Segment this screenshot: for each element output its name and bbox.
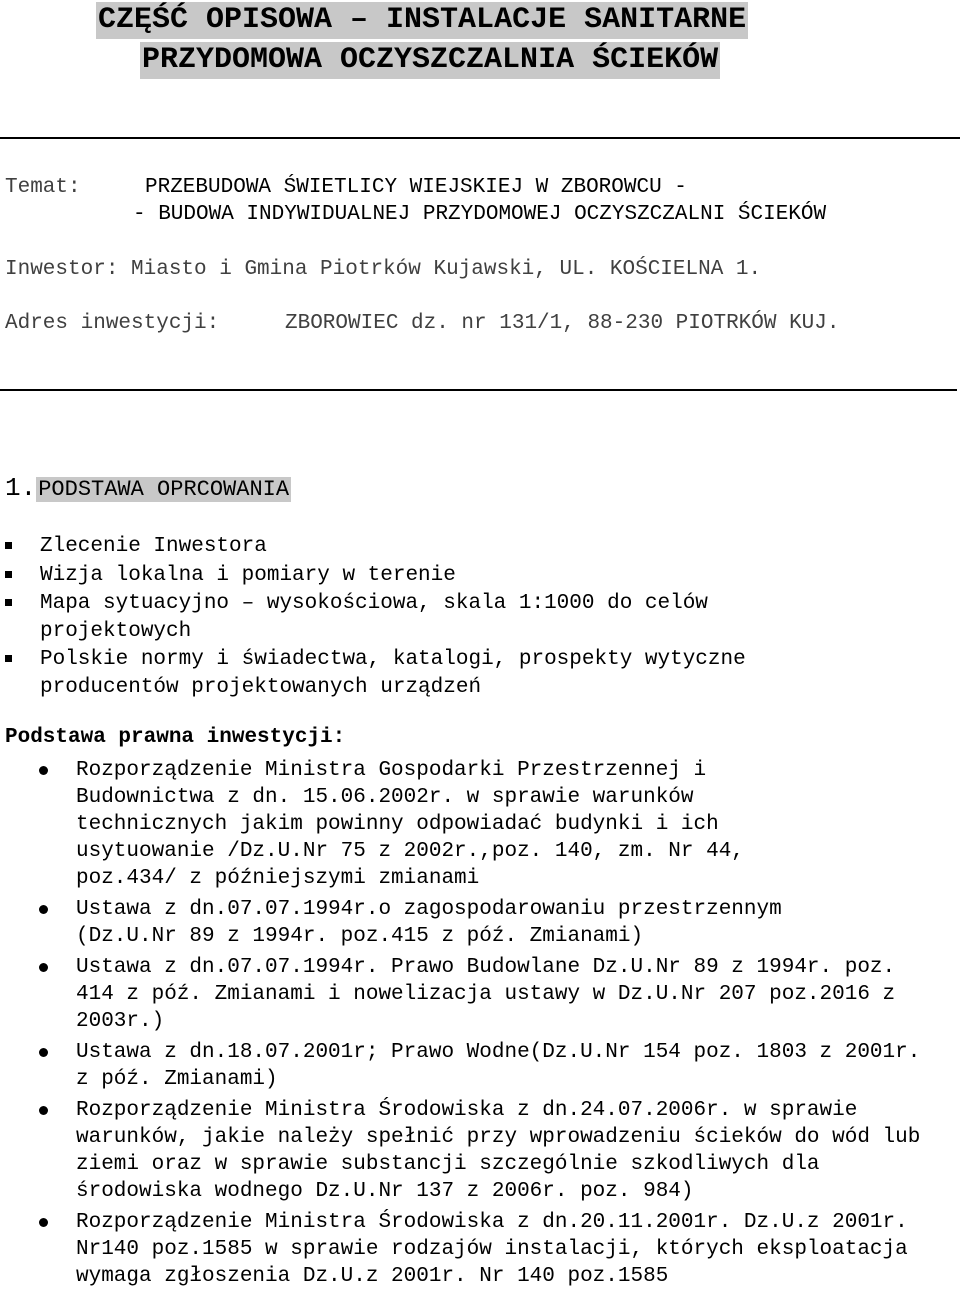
basis-list [0,533,940,702]
section-1-title: PODSTAWA OPRCOWANIA [38,477,290,502]
basis-item-text: Zlecenie Inwestora [40,535,267,558]
square-bullet-icon [5,542,12,549]
square-bullet-icon [5,655,12,662]
legal-item-text: Rozporządzenie Ministra Gospodarki Przestrzennej i Budownictwa z dn. 15.06.2002r. w sprawie warunków technicznych jakim powinny odpowiadać budynki i ich usytuowanie /Dz.U.Nr 75 z 2002r.,poz. 140, zm. Nr 44, poz.434/ z późniejszymi zmianami [76,759,744,890]
basis-item [0,562,940,590]
section-1-number: 1. [5,473,37,503]
temat-line-2: - BUDOWA INDYWIDUALNEJ PRZYDOMOWEJ OCZYSZCZALNI ŚCIEKÓW [133,203,827,226]
dot-bullet-icon [39,905,48,914]
legal-item-text: Rozporządzenie Ministra Środowiska z dn.20.11.2001r. Dz.U.z 2001r. Nr140 poz.1585 w sprawie rodzajów instalacji, których eksploatacja wymaga zgłoszenia Dz.U.z 2001r. Nr 140 poz.1585 [76,1211,908,1288]
legal-item-text: Ustawa z dn.07.07.1994r. Prawo Budowlane Dz.U.Nr 89 z 1994r. poz. 414 z póź. Zmianami i nowelizacja ustawy w Dz.U.Nr 207 poz.2016 z 2003r.) [76,956,896,1033]
adres-label: Adres inwestycji: [5,312,220,335]
document-title [96,2,860,82]
dot-bullet-icon [39,766,48,775]
square-bullet-icon [5,571,12,578]
basis-item [0,590,800,645]
title-line-1: CZĘŚĆ OPISOWA – INSTALACJE SANITARNE [98,3,747,37]
legal-item-text: Rozporządzenie Ministra Środowiska z dn.24.07.2006r. w sprawie warunków, jakie należy spełnić przy wprowadzeniu ścieków do wód lub ziemi oraz w sprawie substancji szczególnie szkodliwych dla środowiska wodnego Dz.U.Nr 137 z 2006r. poz. 984) [76,1099,921,1203]
temat-line-1: PRZEBUDOWA ŚWIETLICY WIEJSKIEJ W ZBOROWCU - [145,176,687,199]
legal-item [0,954,926,1035]
temat-label: Temat: [5,176,81,199]
legal-item [0,1209,931,1290]
basis-item-text: Polskie normy i świadectwa, katalogi, prospekty wytyczne producentów projektowanych urządzeń [40,648,746,699]
divider-top [0,137,960,139]
dot-bullet-icon [39,1048,48,1057]
legal-item-text: Ustawa z dn.18.07.2001r; Prawo Wodne(Dz.U.Nr 154 poz. 1803 z 2001r. z póź. Zmianami) [76,1041,921,1091]
basis-item-text: Wizja lokalna i pomiary w terenie [40,563,456,587]
basis-item [0,646,840,701]
legal-item-text: Ustawa z dn.07.07.1994r.o zagospodarowaniu przestrzennym (Dz.U.Nr 89 z 1994r. poz.415 z póź. Zmianami) [76,898,782,948]
inwestor-line: Inwestor: Miasto i Gmina Piotrków Kujawski, UL. KOŚCIELNA 1. [5,258,762,281]
dot-bullet-icon [39,1218,48,1227]
dot-bullet-icon [39,963,48,972]
legal-list [0,757,950,1294]
title-line-2: PRZYDOMOWA OCZYSZCZALNIA ŚCIEKÓW [142,43,719,77]
legal-item [0,757,806,892]
legal-item [0,896,876,950]
square-bullet-icon [5,599,12,606]
basis-item-text: Mapa sytuacyjno – wysokościowa, skala 1:1000 do celów projektowych [40,592,708,643]
basis-item [0,533,940,561]
dot-bullet-icon [39,1106,48,1115]
adres-value: ZBOROWIEC dz. nr 131/1, 88-230 PIOTRKÓW KUJ. [285,312,840,335]
divider-bottom [0,389,957,391]
section-1-heading [5,474,291,504]
legal-item [0,1039,931,1093]
legal-item [0,1097,931,1205]
legal-basis-heading: Podstawa prawna inwestycji: [5,726,346,749]
